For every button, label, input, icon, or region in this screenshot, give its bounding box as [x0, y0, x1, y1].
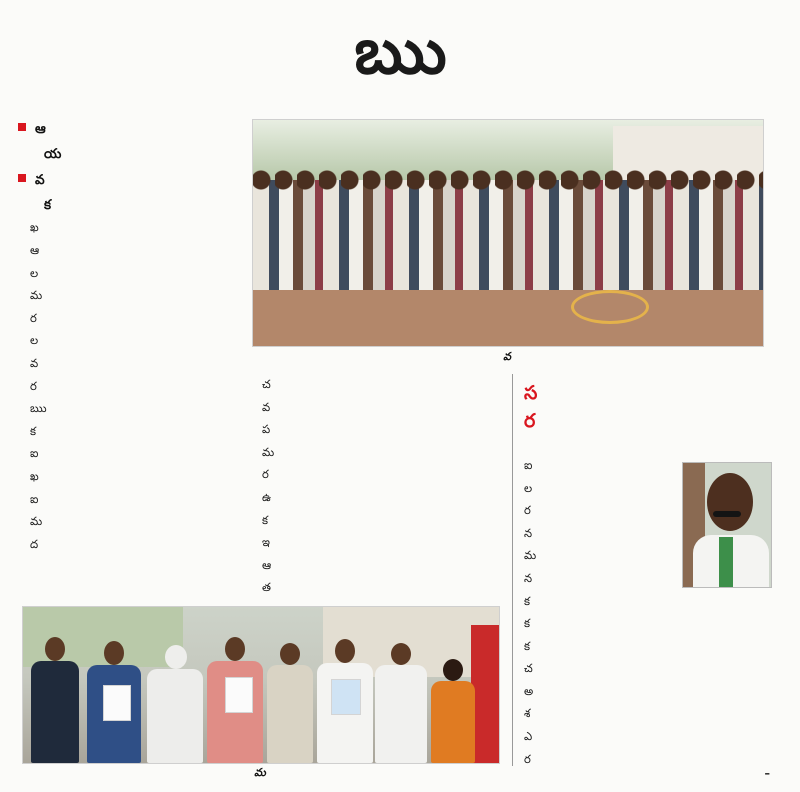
quote-line: ర	[524, 751, 531, 766]
bullet-line-2: క	[44, 197, 52, 213]
article-line: ఆ	[262, 557, 272, 572]
top-photo-caption: వ	[503, 350, 511, 363]
article-column-2	[262, 373, 502, 622]
article-line: ల	[30, 265, 39, 280]
bottom-news-photo	[22, 606, 500, 764]
article-line: ఆ	[30, 243, 40, 257]
article-line: ల	[30, 333, 39, 348]
article-line: మ	[262, 444, 275, 459]
quote-line: అ	[524, 683, 534, 698]
person-figure	[317, 639, 373, 763]
article-column-1	[30, 239, 250, 555]
person-figure	[147, 645, 203, 763]
person-figure	[207, 637, 263, 763]
quote-line: ల	[524, 480, 533, 495]
article-line: ఉ	[262, 489, 272, 504]
quote-line: శ	[524, 706, 531, 721]
article-line: చ	[262, 377, 271, 391]
quote-line: క	[524, 638, 531, 653]
article-line: ర	[262, 467, 269, 482]
article-line: ప	[262, 422, 271, 437]
person-figure	[375, 643, 427, 763]
farmer-portrait	[682, 462, 772, 588]
article-line: ర	[30, 310, 37, 325]
quote-line: న	[524, 525, 533, 540]
article-line: ఐ	[30, 446, 39, 461]
bullet-line-1: వ	[35, 172, 45, 188]
sidebar-headline-line-1: స	[524, 382, 538, 404]
bullet-line-2: య	[44, 146, 62, 162]
bullet-point-2	[18, 168, 248, 218]
column-divider	[512, 374, 513, 766]
article-line: వ	[262, 399, 271, 414]
quote-line: క	[524, 593, 531, 608]
article-line: క	[262, 512, 269, 527]
article-line: ఇ	[262, 535, 270, 550]
person-figure	[431, 659, 475, 763]
bullet-point-1	[18, 117, 248, 167]
article-line: త	[262, 580, 271, 595]
article-line: ర	[30, 378, 37, 393]
headline: ఋ	[354, 15, 446, 89]
quote-signature: –	[764, 767, 770, 780]
article-line: క	[30, 423, 37, 438]
quote-line: న	[524, 570, 533, 585]
quote-line: ర	[524, 503, 531, 518]
bullet-square-icon	[18, 174, 26, 182]
bullet-square-icon	[18, 123, 26, 131]
sidebar-headline-line-2: ర	[524, 410, 536, 432]
sidebar-quote-wide	[524, 612, 770, 770]
quote-line: ఎ	[524, 728, 533, 743]
article-line: ఐ	[30, 491, 39, 506]
sidebar-headline	[524, 379, 790, 435]
person-figure	[31, 637, 79, 763]
sidebar-quote-narrow	[524, 454, 674, 612]
person-figure	[267, 643, 313, 763]
bullet-line-1: ఆ	[35, 121, 46, 137]
article-line: మ	[30, 514, 43, 529]
quote-line: ఐ	[524, 458, 533, 472]
article-line: వ	[30, 355, 39, 370]
article-line: ఋ	[30, 401, 47, 416]
article-line: ద	[30, 536, 39, 551]
quote-line: క	[524, 616, 531, 630]
dateline: ఖ	[30, 220, 39, 234]
article-line: మ	[30, 288, 43, 303]
bottom-photo-caption: మ	[254, 766, 266, 779]
quote-line: మ	[524, 548, 537, 563]
article-line: ఖ	[30, 468, 39, 483]
quote-line: చ	[524, 661, 533, 676]
top-news-photo	[252, 119, 764, 347]
person-figure	[87, 641, 141, 763]
